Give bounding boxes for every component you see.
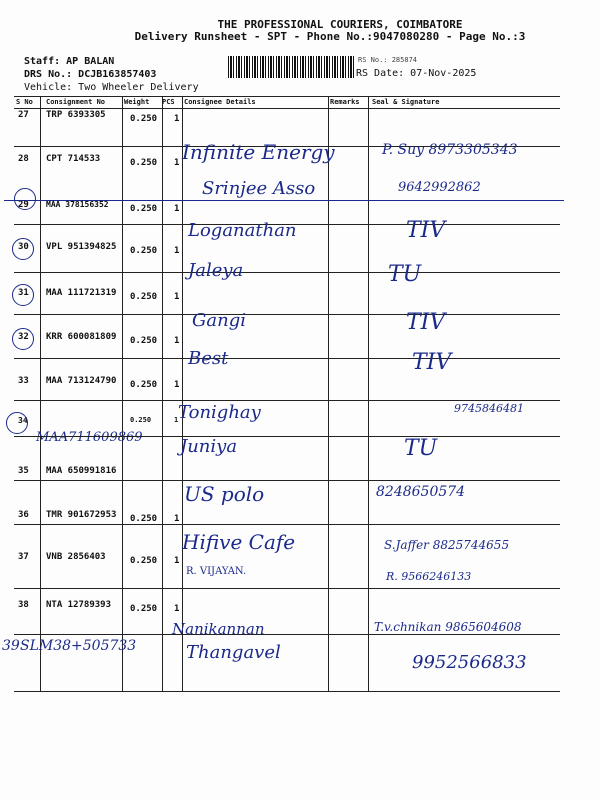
company-title: THE PROFESSIONAL COURIERS, COIMBATORE: [217, 18, 463, 31]
row-sno: 29: [18, 200, 29, 210]
row-pcs: 1: [174, 604, 180, 614]
rs-number: RS No.: 285874: [358, 56, 418, 64]
signature: TIV: [412, 350, 452, 375]
consignee-name: Loganathan: [188, 220, 297, 241]
row-consignment: TRP 6393305: [46, 110, 106, 120]
row-pcs: 1: [174, 114, 180, 124]
row-pcs: 1: [174, 246, 180, 256]
row-pcs: 1: [174, 158, 180, 168]
row-consignment: MAA 650991816: [46, 466, 117, 476]
row-pcs: 1: [174, 204, 180, 214]
row-weight: 0.250: [130, 556, 158, 566]
row-sno: 33: [18, 376, 29, 386]
runsheet-title: Delivery Runsheet - SPT - Phone No.:9047080280 - Page No.:3: [134, 30, 526, 43]
row-sno: 28: [18, 154, 29, 164]
strike-line: [4, 200, 564, 201]
vehicle-label: Vehicle: Two Wheeler Delivery: [24, 82, 199, 93]
rs-date: RS Date: 07-Nov-2025: [356, 68, 477, 79]
table-row: [14, 218, 560, 282]
consignee-name: Tonighay: [178, 402, 261, 423]
col-weight: Weight: [124, 98, 150, 106]
col-remarks: Remarks: [330, 98, 360, 106]
row-sno: 32: [18, 332, 29, 342]
col-sno: S No: [16, 98, 33, 106]
row-sno: 27: [18, 110, 29, 120]
signature: 9952566833: [412, 652, 527, 673]
row-sno: 30: [18, 242, 29, 252]
row-weight: 0.250: [130, 380, 158, 390]
circle-mark: [12, 284, 34, 306]
signature: TIV: [406, 218, 446, 243]
row-weight: 0.250: [130, 604, 158, 614]
barcode: [228, 56, 354, 78]
staff-label: Staff: AP BALAN: [24, 56, 115, 67]
consignee-name: Juniya: [180, 436, 238, 457]
row-pcs: 1: [174, 292, 180, 302]
col-pcs: PCS: [162, 98, 175, 106]
col-consignee: Consignee Details: [184, 98, 256, 106]
row-weight: 0.250: [130, 336, 158, 346]
row-weight: 0.250: [130, 292, 158, 302]
row-consignment: MAA711609869: [36, 430, 143, 445]
circle-mark: [6, 412, 28, 434]
table-row: [14, 260, 560, 328]
row-consignment: MAA 111721319: [46, 288, 117, 298]
row-consignment: TMR 901672953: [46, 510, 117, 520]
row-weight: 0.250: [130, 416, 152, 424]
row-pcs: 1: [174, 514, 180, 524]
row-consignment: SLM38+505733: [20, 638, 137, 654]
consignee-name: Srinjee Asso: [202, 178, 316, 199]
col-consignment: Consignment No: [46, 98, 106, 106]
col-seal: Seal & Signature: [372, 98, 440, 106]
row-consignment: CPT 714533: [46, 154, 101, 164]
signature: TU: [388, 262, 422, 287]
row-consignment: MAA 713124790: [46, 376, 117, 386]
row-sno: 31: [18, 288, 29, 298]
row-pcs: 1: [174, 380, 180, 390]
row-consignment: MAA 378156352: [46, 200, 109, 209]
row-consignment: VNB 2856403: [46, 552, 106, 562]
row-sno: 35: [18, 466, 29, 476]
row-consignment: NTA 12789393: [46, 600, 112, 610]
consignee-name: Gangi: [192, 310, 246, 331]
table-row: [2, 638, 560, 684]
signature: R. 9566246133: [386, 570, 472, 583]
runsheet-table: [2, 96, 560, 696]
consignee-name: US polo: [184, 482, 265, 506]
signature: 8248650574: [376, 484, 466, 500]
row-weight: 0.250: [130, 514, 158, 524]
consignee-name: Infinite Energy: [182, 140, 335, 164]
consignee-name: Thangavel: [186, 642, 281, 663]
row-sno: 37: [18, 552, 29, 562]
row-pcs: 1: [174, 556, 180, 566]
circle-mark: [14, 188, 36, 210]
row-pcs: 1: [174, 416, 179, 424]
row-consignment: VPL 951394825: [46, 242, 117, 252]
circle-mark: [12, 238, 34, 260]
drs-number: DRS No.: DCJB163857403: [24, 69, 157, 80]
consignee-name: Hifive Cafe: [182, 530, 296, 554]
consignee-name: Jaleya: [188, 260, 244, 281]
signature: TU: [404, 436, 438, 461]
table-row: [14, 310, 560, 372]
signature: P. Suy 8973305343: [382, 142, 518, 158]
consignee-name: R. VIJAYAN.: [186, 566, 247, 577]
row-sno: 34: [18, 416, 28, 425]
consignee-name: Best: [188, 348, 229, 369]
row-weight: 0.250: [130, 114, 158, 124]
row-weight: 0.250: [130, 204, 158, 214]
row-sno: 36: [18, 510, 29, 520]
signature: 9745846481: [454, 402, 524, 415]
signature: 9642992862: [398, 180, 481, 195]
circle-mark: [12, 328, 34, 350]
signature: S.Jaffer 8825744655: [384, 538, 510, 552]
row-consignment: KRR 600081809: [46, 332, 117, 342]
signature: T.v.chnikan 9865604608: [374, 620, 522, 634]
row-sno: 38: [18, 600, 29, 610]
row-pcs: 1: [174, 336, 180, 346]
signature: TIV: [406, 310, 446, 335]
row-sno: 39: [2, 638, 20, 654]
row-weight: 0.250: [130, 246, 158, 256]
row-weight: 0.250: [130, 158, 158, 168]
consignee-name: Nanikannan: [172, 620, 265, 638]
